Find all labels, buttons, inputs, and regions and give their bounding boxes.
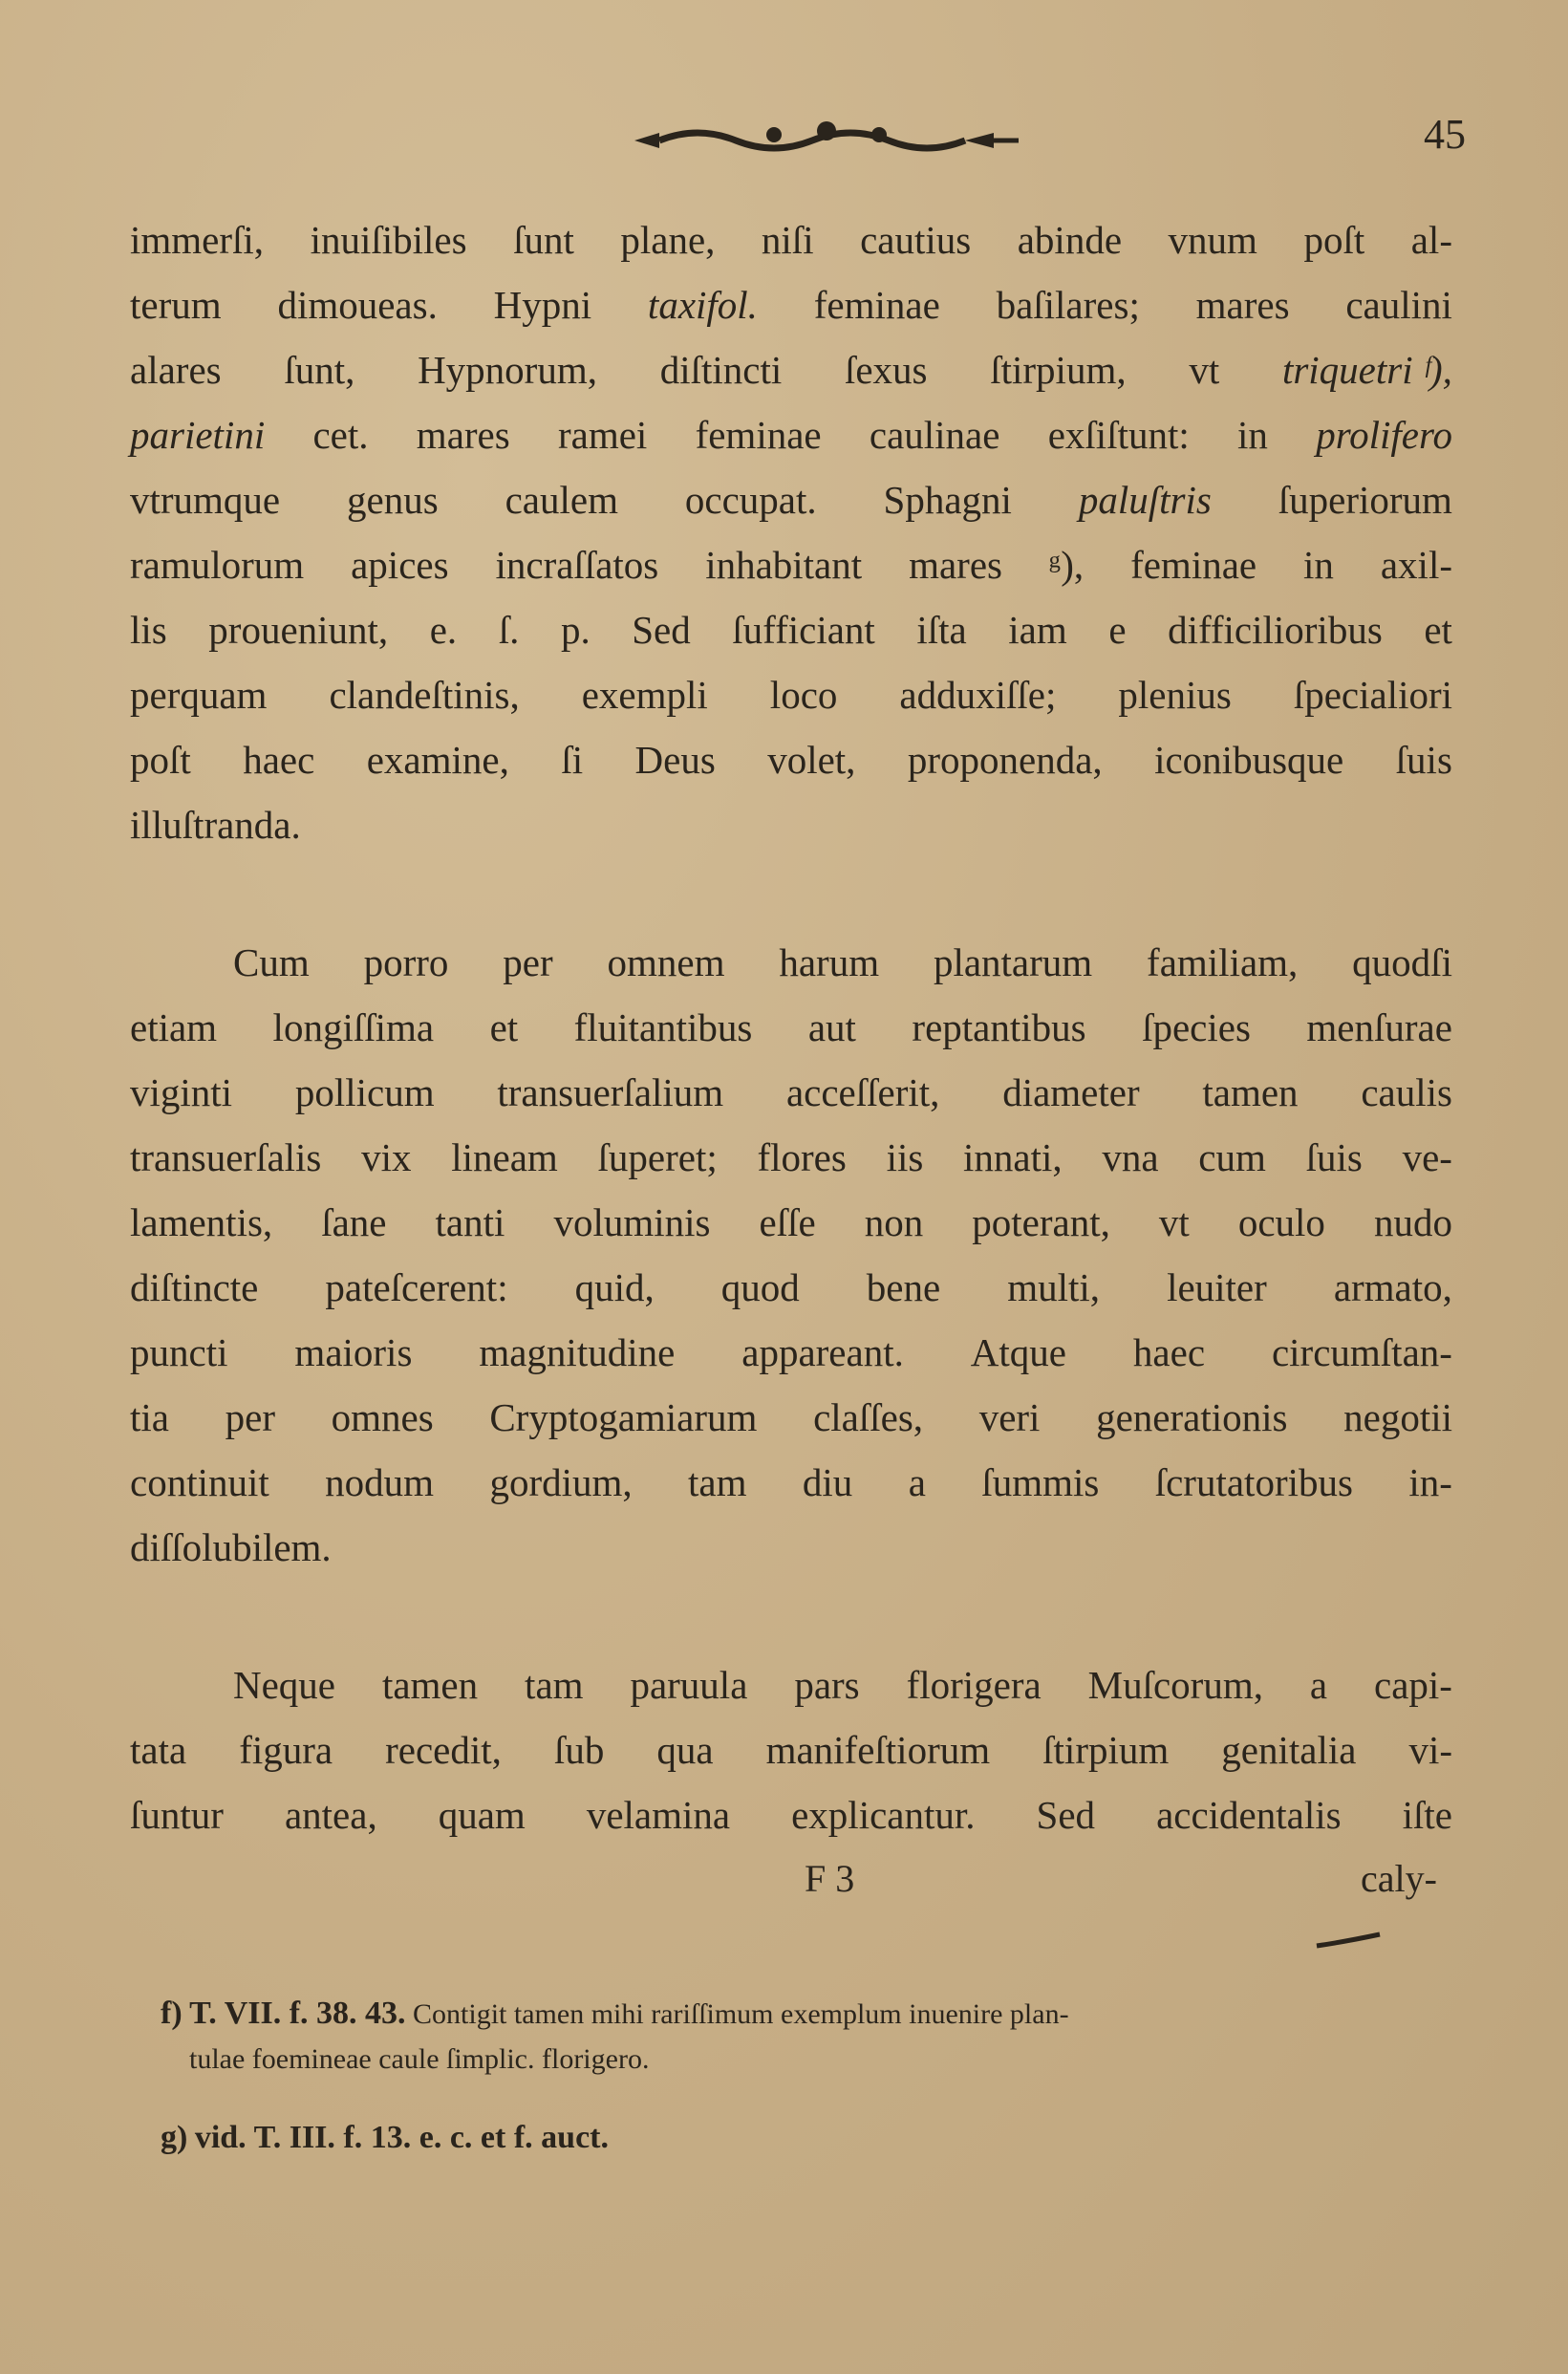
text-line: etiam longiſſima et fluitantibus aut reptantibus ſpecies menſurae	[130, 1005, 1452, 1049]
footnote-marker: f)	[161, 1996, 183, 2031]
text-line: terum dimoueas. Hypni taxifol. feminae baſilares; mares caulini	[130, 283, 1452, 327]
footnote-f-continued: tulae foemineae caule ſimplic. florigero.	[189, 2043, 650, 2075]
text-line: illuſtranda.	[130, 803, 301, 847]
text-line: vtrumque genus caulem occupat. Sphagni paluſtris ſuperiorum	[130, 478, 1452, 522]
text-line: lamentis, ſane tanti voluminis eſſe non poterant, vt oculo nudo	[130, 1200, 1452, 1244]
text-line: puncti maioris magnitudine appareant. Atque haec circumſtan-	[130, 1330, 1452, 1374]
footnote-f	[161, 1996, 1069, 2032]
text-line: diſtincte pateſcerent: quid, quod bene multi, leuiter armato,	[130, 1265, 1452, 1309]
text-line: poſt haec examine, ſi Deus volet, proponenda, iconibusque ſuis	[130, 738, 1452, 782]
header-ornament-icon	[631, 119, 1022, 162]
text-line: transuerſalis vix lineam ſuperet; flores iis innati, vna cum ſuis ve-	[130, 1135, 1452, 1179]
text-line: lis proueniunt, e. ſ. p. Sed ſufficiant iſta iam e difficilioribus et	[130, 608, 1452, 652]
printer-flourish-icon	[1315, 1931, 1382, 1950]
text-line: parietini cet. mares ramei feminae caulinae exſiſtunt: in prolifero	[130, 413, 1452, 457]
text-line: Cum porro per omnem harum plantarum familiam, quodſi	[233, 940, 1452, 984]
text-line: diſſolubilem.	[130, 1525, 332, 1569]
text-line: Neque tamen tam paruula pars florigera Muſcorum, a capi-	[233, 1663, 1452, 1707]
text-line: immerſi, inuiſibiles ſunt plane, niſi cautius abinde vnum poſt al-	[130, 218, 1452, 262]
catchword: caly-	[1361, 1857, 1437, 1900]
footnote-marker: g)	[161, 2120, 188, 2155]
footnote-g	[161, 2120, 609, 2156]
signature-mark: F 3	[805, 1857, 855, 1900]
text-line: perquam clandeſtinis, exempli loco adduxiſſe; plenius ſpecialiori	[130, 673, 1452, 717]
footnote-reference: vid. T. III. f. 13. e. c. et f. auct.	[194, 2120, 609, 2155]
footnote-reference: T. VII. f. 38. 43.	[189, 1996, 406, 2031]
text-line: tata figura recedit, ſub qua manifeſtiorum ſtirpium genitalia vi-	[130, 1728, 1452, 1772]
text-line: continuit nodum gordium, tam diu a ſummis ſcrutatoribus in-	[130, 1460, 1452, 1504]
text-line: ſuntur antea, quam velamina explicantur. Sed accidentalis iſte	[130, 1793, 1452, 1837]
text-line: alares ſunt, Hypnorum, diſtincti ſexus ſtirpium, vt triquetri ᶠ),	[130, 348, 1452, 392]
text-line: viginti pollicum transuerſalium acceſſerit, diameter tamen caulis	[130, 1070, 1452, 1114]
page-number: 45	[1424, 111, 1466, 158]
footnote-text: Contigit tamen mihi rariſſimum exemplum inuenire plan-	[413, 1998, 1069, 2030]
text-line: ramulorum apices incraſſatos inhabitant mares ᵍ), feminae in axil-	[130, 543, 1452, 587]
text-line: tia per omnes Cryptogamiarum claſſes, veri generationis negotii	[130, 1395, 1452, 1439]
